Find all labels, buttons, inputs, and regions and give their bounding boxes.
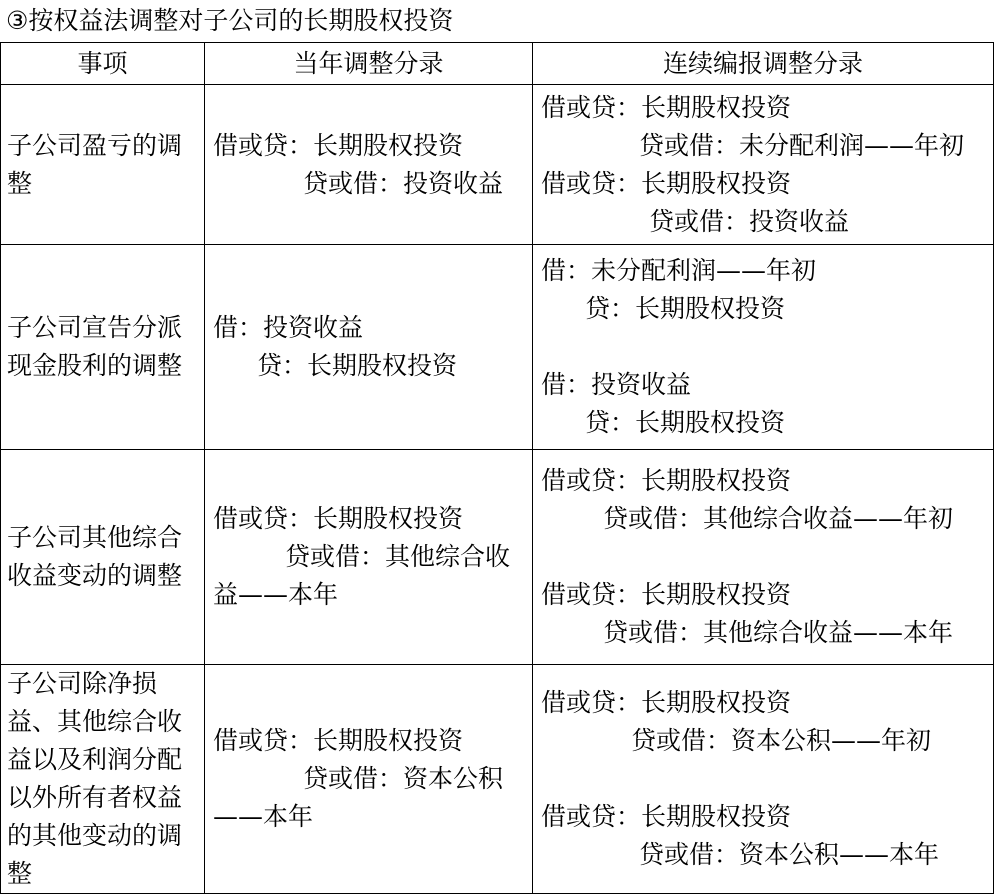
- entry-line: 借或贷：长期股权投资: [541, 92, 792, 122]
- current-entry-cell: [205, 450, 533, 665]
- entry-line: 贷：长期股权投资: [585, 408, 786, 437]
- current-entry-cell: [205, 245, 533, 450]
- consecutive-entry-cell: [533, 245, 994, 450]
- adjustment-table: [0, 42, 994, 894]
- current-entry-cell: [205, 665, 533, 894]
- consecutive-entry-cell: [533, 85, 994, 245]
- entry-line: 借或贷：长期股权投资: [213, 726, 464, 755]
- spacer: [541, 538, 985, 576]
- entry-line: 借或贷：长期股权投资: [541, 580, 792, 609]
- entry-line: 借或贷：长期股权投资: [213, 130, 464, 160]
- entry-line: 借：投资收益: [541, 370, 692, 399]
- entry-line: 借或贷：长期股权投资: [213, 504, 464, 533]
- entry-line: 贷或借：资本公积——年初: [631, 726, 932, 755]
- entry-line: 借：投资收益: [213, 313, 364, 342]
- spacer: [541, 760, 985, 798]
- item-cell: 子公司除净损益、其他综合收益以及利润分配以外所有者权益的其他变动的调整: [1, 665, 205, 894]
- entry-line: 贷：长期股权投资: [585, 294, 786, 323]
- table-row: [1, 85, 994, 245]
- page-title: ③按权益法调整对子公司的长期股权投资: [6, 6, 454, 35]
- header-item: 事项: [1, 43, 205, 85]
- current-entry-cell: [205, 85, 533, 245]
- entry-line: 贷或借：投资收益: [303, 168, 504, 198]
- entry-line: 借或贷：长期股权投资: [541, 466, 792, 495]
- spacer: [541, 328, 985, 366]
- entry-line: 贷或借：投资收益: [649, 206, 850, 236]
- item-cell: 子公司宣告分派现金股利的调整: [1, 245, 205, 450]
- entry-line: 贷或借：其他综合收益——本年: [213, 542, 511, 609]
- item-cell: 子公司盈亏的调整: [1, 85, 205, 245]
- header-current-year: 当年调整分录: [205, 43, 533, 85]
- table-row: [1, 450, 994, 665]
- entry-line: 贷：长期股权投资: [257, 351, 458, 380]
- entry-line: 借或贷：长期股权投资: [541, 688, 792, 717]
- entry-line: 借或贷：长期股权投资: [541, 802, 792, 831]
- table-row: [1, 245, 994, 450]
- entry-line: 借或贷：长期股权投资: [541, 168, 792, 198]
- table-header-row: [1, 43, 994, 85]
- item-cell: 子公司其他综合收益变动的调整: [1, 450, 205, 665]
- consecutive-entry-cell: [533, 665, 994, 894]
- entry-line: 贷或借：其他综合收益——年初: [603, 504, 954, 533]
- header-consecutive: 连续编报调整分录: [533, 43, 994, 85]
- entry-line: 贷或借：未分配利润——年初: [639, 130, 965, 160]
- table-row: [1, 665, 994, 894]
- consecutive-entry-cell: [533, 450, 994, 665]
- entry-line: 贷或借：其他综合收益——本年: [603, 618, 954, 647]
- entry-line: 贷或借：资本公积——本年: [639, 840, 940, 869]
- entry-line: 借：未分配利润——年初: [541, 256, 817, 285]
- entry-line: 贷或借：资本公积——本年: [213, 764, 504, 831]
